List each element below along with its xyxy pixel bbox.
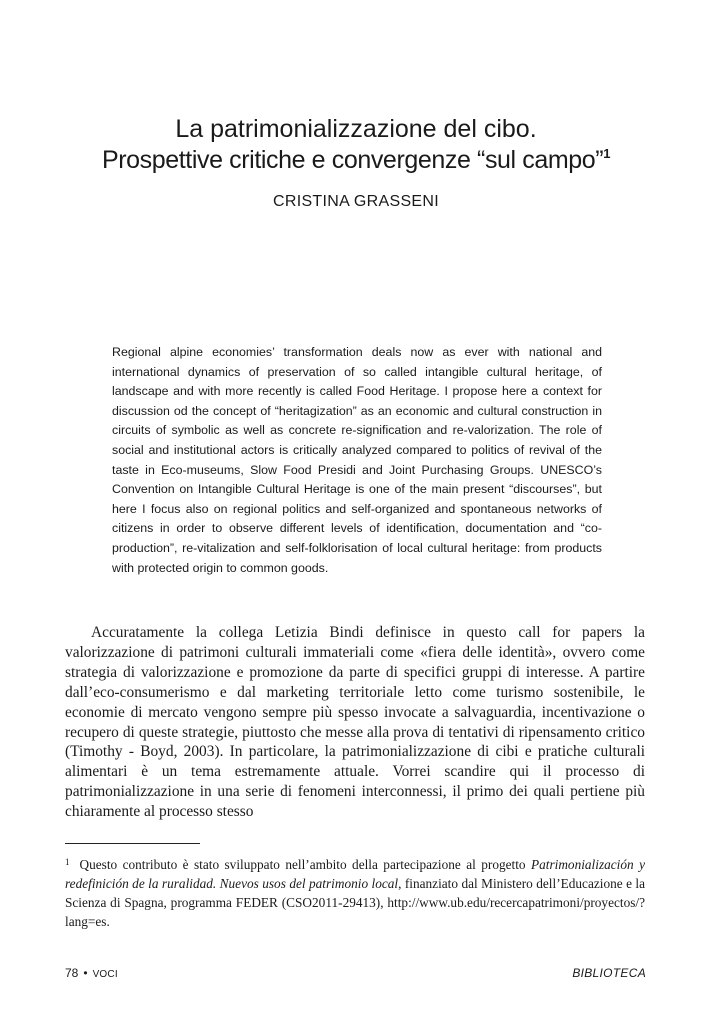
footnote-text-before: Questo contributo è stato sviluppato nell’ambito della partecipazione al progetto	[79, 857, 531, 872]
journal-name: VOCI	[92, 969, 118, 980]
footer-separator: •	[83, 966, 88, 980]
footnote-text-after: , finanziato dal Ministero dell’Educazione e la Scienza di Spagna, programma FEDER (CSO2011-29413), http://www.ub.edu/recercapatrimoni/proyectos/?lang=es.	[65, 876, 645, 929]
body-paragraph: Accuratamente la collega Letizia Bindi definisce in questo call for papers la valorizzazione di patrimoni culturali immateriali come «fiera delle identità», ovvero come strategia di valorizzazione e promozione da parte di specifici gruppi di interesse. A partire dall’eco-consumerismo e dal marketing territoriale letto come turismo sostenibile, le economie di mercato vengono sempre più spesso invocate a salvaguardia, incentivazione o recupero di queste strategie, piuttosto che messe alla prova di tentativi di ripensamento critico (Timothy - Boyd, 2003). In particolare, la patrimonializzazione di cibi e pratiche culturali alimentari è un tema estremamente attuale. Vorrei scandire qui il processo di patrimonializzazione in una serie di fenomeni interconnessi, il primo dei quali pertiene più chiaramente al processo stesso	[65, 624, 645, 821]
footnote-divider	[65, 843, 200, 844]
footnote	[65, 853, 645, 931]
section-label: BIBLIOTECA	[572, 966, 646, 980]
abstract: Regional alpine economies’ transformation deals now as ever with national and international dynamics of preservation of so called intangible cultural heritage, of landscape and with more recently is called Food Heritage. I propose here a context for discussion od the concept of “heritagization” as an economic and cultural construction in circuits of symbolic as well as concrete re-signification and re-valorization. The role of social and institutional actors is critically analyzed compared to politics of revival of the taste in Eco-museums, Slow Food Presidi and Joint Purchasing Groups. UNESCO’s Convention on Intangible Cultural Heritage is one of the main present “discourses”, but here I focus also on regional politics and self-organized and spontaneous networks of citizens in order to observe different levels of identification, documentation and “co-production”, re-vitalization and self-folklorisation of local cultural heritage: from products with protected origin to common goods.	[112, 345, 602, 575]
page-footer-left	[65, 966, 118, 980]
article-title-line-1: La patrimonializzazione del cibo.	[175, 115, 537, 143]
footnote-number: 1	[65, 857, 70, 867]
author-name: CRISTINA GRASSENI	[272, 193, 440, 210]
page-number: 78	[65, 966, 79, 980]
article-title-line-2	[40, 143, 672, 177]
title-footnote-ref[interactable]: 1	[603, 146, 611, 161]
footnote-project-title: Patrimonialización y redefinición de la ruralidad. Nuevos usos del patrimonio local	[65, 857, 645, 891]
article-title-line-2-text: Prospettive critiche e convergenze “sul campo”	[101, 146, 604, 174]
